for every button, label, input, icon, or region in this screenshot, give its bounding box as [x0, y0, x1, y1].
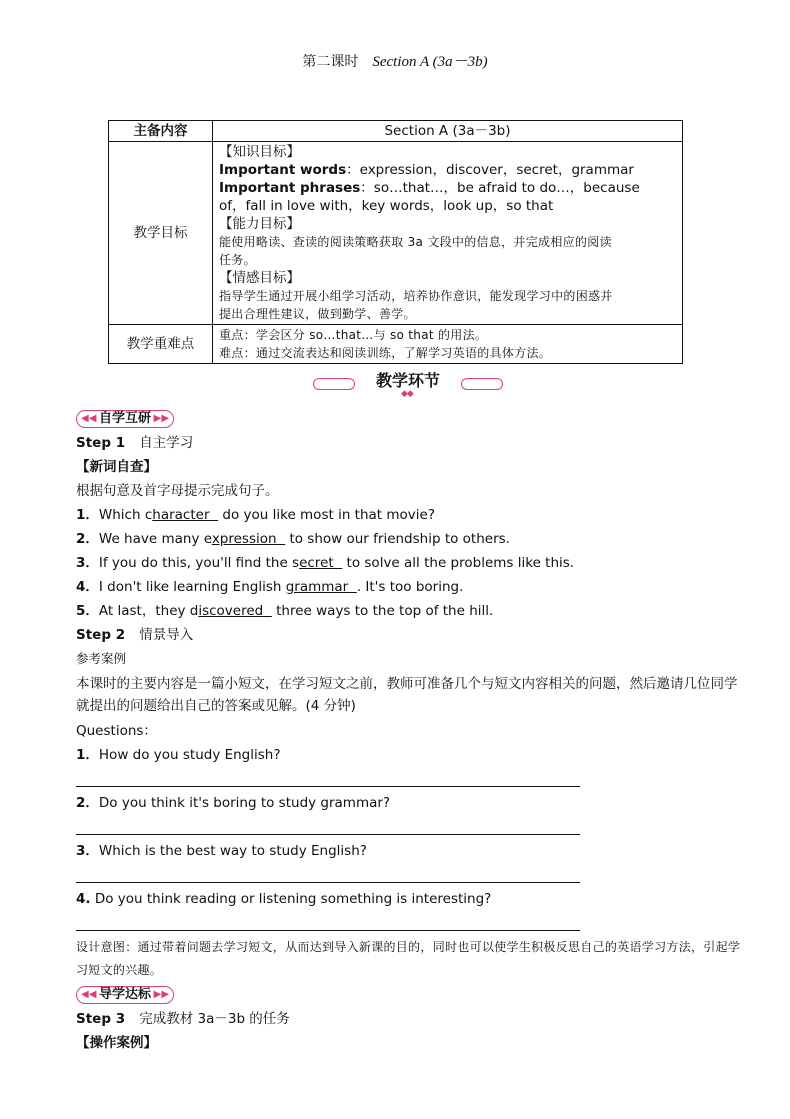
objectives-cell: [213, 142, 683, 325]
answer-line: [76, 930, 580, 931]
vocab-item: 2．We have many expression to show our friendship to others.: [76, 531, 510, 547]
question-item: 1．How do you study English?: [76, 747, 281, 763]
section-banner: [313, 368, 503, 398]
answer-blank: iscovered: [198, 603, 264, 619]
important-words: Important words：expression，discover，secret，grammar: [219, 162, 634, 178]
important-phrases: Important phrases：so…that…，be afraid to do…，because: [219, 180, 640, 196]
vocab-instruction: 根据句意及首字母提示完成句子。: [76, 483, 279, 499]
answer-line: [76, 834, 580, 835]
banner-title: 教学环节: [375, 371, 440, 390]
table-row: [109, 325, 683, 364]
answer-blank: xpression: [211, 531, 277, 547]
question-item: 3．Which is the best way to study English?: [76, 843, 367, 859]
section-tag-self-study: ◀◀ 自学互研 ▶▶: [76, 410, 174, 428]
content-value: Section A (3a－3b): [213, 121, 683, 142]
diamond-icon: ◆◆: [401, 389, 413, 399]
answer-line: [76, 786, 580, 787]
vocab-item: 5．At last，they discovered three ways to the top of the hill.: [76, 603, 494, 619]
table-row: [109, 142, 683, 325]
question-item: 2．Do you think it's boring to study grammar?: [76, 795, 391, 811]
design-note: 设计意图：通过带着问题去学习短文，从而达到导入新课的目的，同时也可以使学生积极反思自己的英语学习方法，引起学习短文的兴趣。: [76, 940, 741, 977]
questions-label: Questions：: [76, 723, 157, 739]
key-points-cell: [213, 325, 683, 364]
banner-left-ornament: [313, 378, 355, 390]
ability-text: 能使用略读、查读的阅读策略获取 3a 文段中的信息，并完成相应的阅读: [219, 235, 612, 249]
arrow-left-icon: ◀◀: [81, 989, 97, 1000]
banner-right-ornament: [461, 378, 503, 390]
lesson-title: [0, 50, 790, 71]
intro-paragraph: 本课时的主要内容是一篇小短文，在学习短文之前，教师可准备几个与短文内容相关的问题，然后邀请几位同学就提出的问题给出自己的答案或见解。(4 分钟): [76, 676, 738, 714]
vocab-heading: 【新词自查】: [76, 459, 157, 475]
answer-blank: grammar: [285, 579, 349, 595]
vocab-item: 1．Which character do you like most in that movie?: [76, 507, 435, 523]
step1-heading: Step 1 自主学习: [76, 435, 194, 451]
emotion-text-cont: 提出合理性建议，做到勤学、善学。: [219, 307, 416, 321]
preparation-table: [108, 120, 683, 364]
step3-heading: Step 3 完成教材 3a－3b 的任务: [76, 1011, 290, 1027]
objectives-label: 教学目标: [109, 142, 213, 325]
difficult-point: 难点：通过交流表达和阅读训练，了解学习英语的具体方法。: [219, 346, 552, 360]
section-tag-guided-learning: ◀◀ 导学达标 ▶▶: [76, 986, 174, 1004]
key-points-label: 教学重难点: [109, 325, 213, 364]
lesson-number: 第二课时: [302, 54, 359, 70]
answer-blank: ecret: [299, 555, 334, 571]
ability-heading: 【能力目标】: [219, 216, 300, 232]
key-point: 重点：学会区分 so…that…与 so that 的用法。: [219, 328, 488, 342]
step2-heading: Step 2 情景导入: [76, 627, 194, 643]
ability-text-cont: 任务。: [219, 253, 256, 267]
arrow-left-icon: ◀◀: [81, 413, 97, 424]
arrow-right-icon: ▶▶: [153, 989, 170, 1000]
content-label: 主备内容: [109, 121, 213, 142]
answer-line: [76, 882, 580, 883]
vocab-item: 3．If you do this, you'll find the secret to solve all the problems like this.: [76, 555, 575, 571]
arrow-right-icon: ▶▶: [153, 413, 170, 424]
lesson-section: Section A (3a－3b): [372, 54, 488, 70]
table-row: [109, 121, 683, 142]
knowledge-heading: 【知识目标】: [219, 144, 300, 160]
important-phrases-cont: of，fall in love with，key words，look up，so that: [219, 198, 554, 214]
emotion-heading: 【情感目标】: [219, 270, 300, 286]
operation-case-heading: 【操作案例】: [76, 1035, 157, 1051]
vocab-item: 4．I don't like learning English grammar . It's too boring.: [76, 579, 464, 595]
question-item: 4. Do you think reading or listening something is interesting?: [76, 891, 492, 907]
emotion-text: 指导学生通过开展小组学习活动，培养协作意识，能发现学习中的困惑并: [219, 289, 613, 303]
reference-case-label: 参考案例: [76, 651, 127, 666]
answer-blank: haracter: [152, 507, 210, 523]
